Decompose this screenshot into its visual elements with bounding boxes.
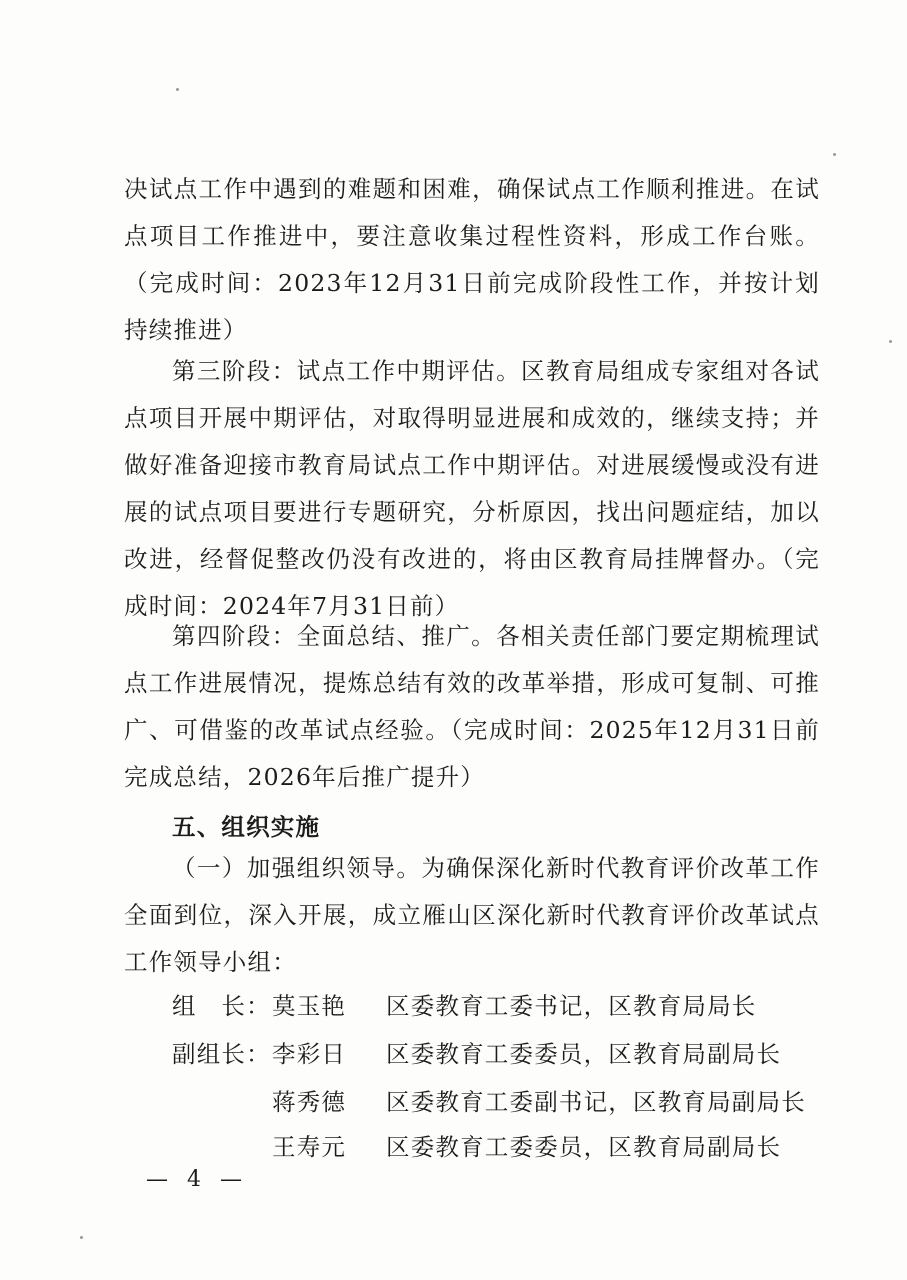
member-title: 区委教育工委副书记，区教育局副局长 (386, 1088, 806, 1116)
paragraph-stage-three: 第三阶段：试点工作中期评估。区教育局组成专家组对各试点项目开展中期评估，对取得明显进展和成效的，继续支持；并做好准备迎接市教育局试点工作中期评估。对进展缓慢或没有进展的试点项目要进行专题研究，分析原因，找出问题症结，加以改进，经督促整改仍没有改进的，将由区教育局挂牌督办。（完成时间：2024年7月31日前） (124, 357, 820, 620)
member-name: 蒋秀德 (272, 1088, 347, 1116)
member-title: 区委教育工委书记，区教育局局长 (386, 992, 757, 1020)
member-name: 王寿元 (272, 1133, 347, 1161)
member-name: 李彩日 (272, 1040, 347, 1068)
scan-speck (889, 340, 892, 343)
scan-speck (833, 153, 836, 156)
paragraph-pilot-progress: 决试点工作中遇到的难题和困难，确保试点工作顺利推进。在试点项目工作推进中，要注意收集过程性资料，形成工作台账。（完成时间：2023年12月31日前完成阶段性工作，并按计划持续推进） (124, 175, 820, 344)
member-role: 副组长： (172, 1040, 271, 1068)
scan-speck (80, 1236, 83, 1239)
paragraph-stage-four: 第四阶段：全面总结、推广。各相关责任部门要定期梳理试点工作进展情况，提炼总结有效的改革举措，形成可复制、可推广、可借鉴的改革试点经验。（完成时间：2025年12月31日前完成总结，2026年后推广提升） (124, 622, 820, 791)
member-row (0, 983, 907, 1030)
member-title: 区委教育工委委员，区教育局副局长 (386, 1040, 782, 1068)
paragraph-leadership: （一）加强组织领导。为确保深化新时代教育评价改革工作全面到位，深入开展，成立雁山区深化新时代教育评价改革试点工作领导小组： (124, 854, 820, 976)
member-row (0, 1079, 907, 1126)
member-row (0, 1124, 907, 1171)
member-title: 区委教育工委委员，区教育局副局长 (386, 1133, 782, 1161)
scan-speck (176, 88, 179, 91)
member-role: 组 长： (172, 992, 271, 1020)
member-row (0, 1031, 907, 1078)
page-number: — 4 — (146, 1167, 248, 1192)
member-name: 莫玉艳 (272, 992, 347, 1020)
section-heading-organization: 五、组织实施 (172, 813, 321, 841)
